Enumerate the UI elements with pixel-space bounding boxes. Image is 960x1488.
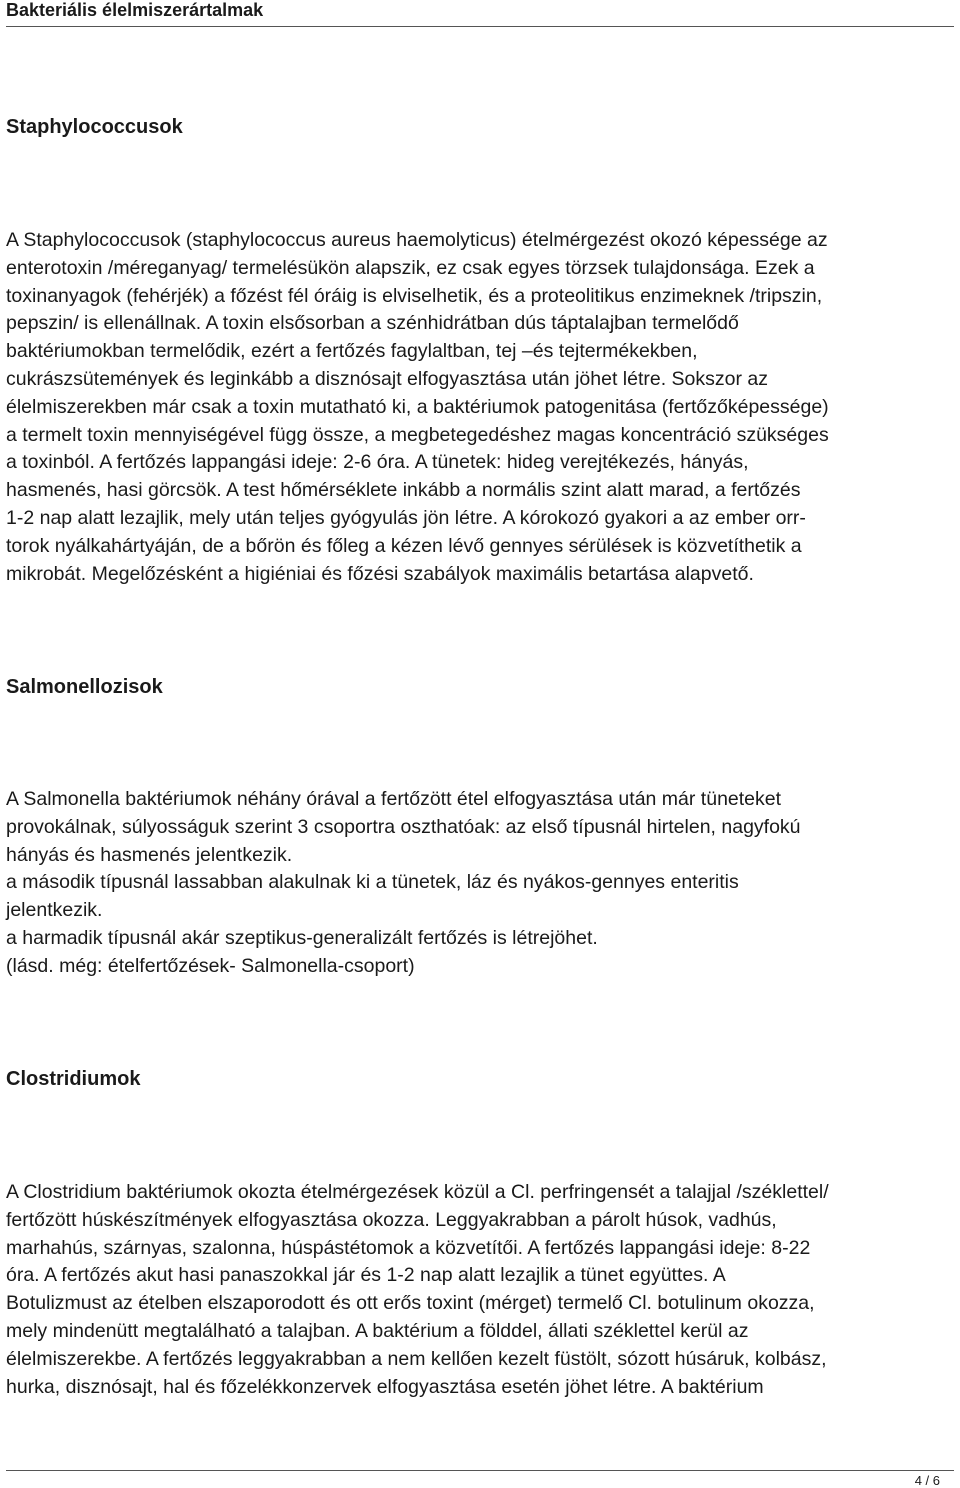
text-line: toxinanyagok (fehérjék) a főzést fél óráig is elviselhetik, és a proteolitikus enzimeknek /tripszin, xyxy=(6,284,823,307)
text-line: élelmiszerekben már csak a toxin mutatható ki, a baktériumok patogenitása (fertőzőképessége) xyxy=(6,395,829,418)
text-line: hányás és hasmenés jelentkezik. xyxy=(6,843,293,866)
text-line: enterotoxin /méreganyag/ termelésükön alapszik, ez csak egyes törzsek tulajdonsága. Ezek a xyxy=(6,256,815,279)
text-line: marhahús, szárnyas, szalonna, húspástétomok a közvetítői. A fertőzés lappangási ideje: 8-22 xyxy=(6,1236,811,1259)
section-body-clostridiumok xyxy=(6,1179,954,1401)
text-line: A Staphylococcusok (staphylococcus aureus haemolyticus) ételmérgezést okozó képessége az xyxy=(6,229,828,251)
text-line: a toxinból. A fertőzés lappangási ideje: 2-6 óra. A tünetek: hideg verejtékezés, hányás, xyxy=(6,451,749,474)
text-line: mikrobát. Megelőzésként a higiéniai és főzési szabályok maximális betartása alapvető. xyxy=(6,562,754,585)
text-line: baktériumokban termelődik, ezért a fertőzés fagylaltban, tej –és tejtermékekben, xyxy=(6,340,698,363)
text-line: A Clostridium baktériumok okozta ételmérgezések közül a Cl. perfringensét a talajjal /széklettel/ xyxy=(6,1181,829,1203)
text-line: jelentkezik. xyxy=(6,899,103,922)
text-line: a második típusnál lassabban alakulnak ki a tünetek, láz és nyákos-gennyes enteritis xyxy=(6,871,739,894)
text-line: pepszin/ is ellenállnak. A toxin elsősorban a szénhidrátban dús táptalajban termelődő xyxy=(6,312,739,335)
text-line: 1-2 nap alatt lezajlik, mely után teljes gyógyulás jön létre. A kórokozó gyakori a az ember orr- xyxy=(6,506,806,529)
text-line: cukrászsütemények és leginkább a disznósajt elfogyasztása után jöhet létre. Sokszor az xyxy=(6,367,768,390)
section-heading-salmonellozisok: Salmonellozisok xyxy=(6,676,163,698)
text-line: (lásd. még: ételfertőzések- Salmonella-csoport) xyxy=(6,954,415,977)
text-line: fertőzött húskészítmények elfogyasztása okozza. Leggyakrabban a párolt húsok, vadhús, xyxy=(6,1208,777,1231)
text-line: hurka, disznósajt, hal és főzelékkonzervek elfogyasztása esetén jöhet létre. A baktérium xyxy=(6,1375,764,1398)
page-number: 4 / 6 xyxy=(914,1473,940,1488)
text-line: óra. A fertőzés akut hasi panaszokkal jár és 1-2 nap alatt lezajlik a tünet együttes. A xyxy=(6,1264,726,1287)
document-title: Bakteriális élelmiszerártalmak xyxy=(6,0,264,20)
page-header xyxy=(6,0,954,27)
page-footer xyxy=(6,1470,954,1488)
text-line: a termelt toxin mennyiségével függ össze, a megbetegedéshez magas koncentráció szükséges xyxy=(6,423,829,446)
section-body-staphylococcusok xyxy=(6,227,954,588)
text-line: élelmiszerekbe. A fertőzés leggyakrabban a nem kellően kezelt füstölt, sózott húsáruk, kolbász, xyxy=(6,1347,827,1370)
section-heading-clostridiumok: Clostridiumok xyxy=(6,1068,141,1090)
section-heading-staphylococcusok: Staphylococcusok xyxy=(6,116,183,138)
text-line: a harmadik típusnál akár szeptikus-generalizált fertőzés is létrejöhet. xyxy=(6,926,598,949)
section-body-salmonellozisok xyxy=(6,786,954,981)
text-line: mely mindenütt megtalálható a talajban. A baktérium a földdel, állati széklettel kerül az xyxy=(6,1319,749,1342)
text-line: Botulizmust az ételben elszaporodott és ott erős toxint (mérget) termelő Cl. botulinum okozza, xyxy=(6,1292,815,1315)
text-line: provokálnak, súlyosságuk szerint 3 csoportra oszthatóak: az első típusnál hirtelen, nagyfokú xyxy=(6,815,801,838)
text-line: hasmenés, hasi görcsök. A test hőmérséklete inkább a normális szint alatt marad, a fertőzés xyxy=(6,479,801,502)
text-line: A Salmonella baktériumok néhány órával a fertőzött étel elfogyasztása után már tüneteket xyxy=(6,788,782,810)
text-line: torok nyálkahártyáján, de a bőrön és főleg a kézen lévő gennyes sérülések is közvetíthetik a xyxy=(6,534,802,557)
